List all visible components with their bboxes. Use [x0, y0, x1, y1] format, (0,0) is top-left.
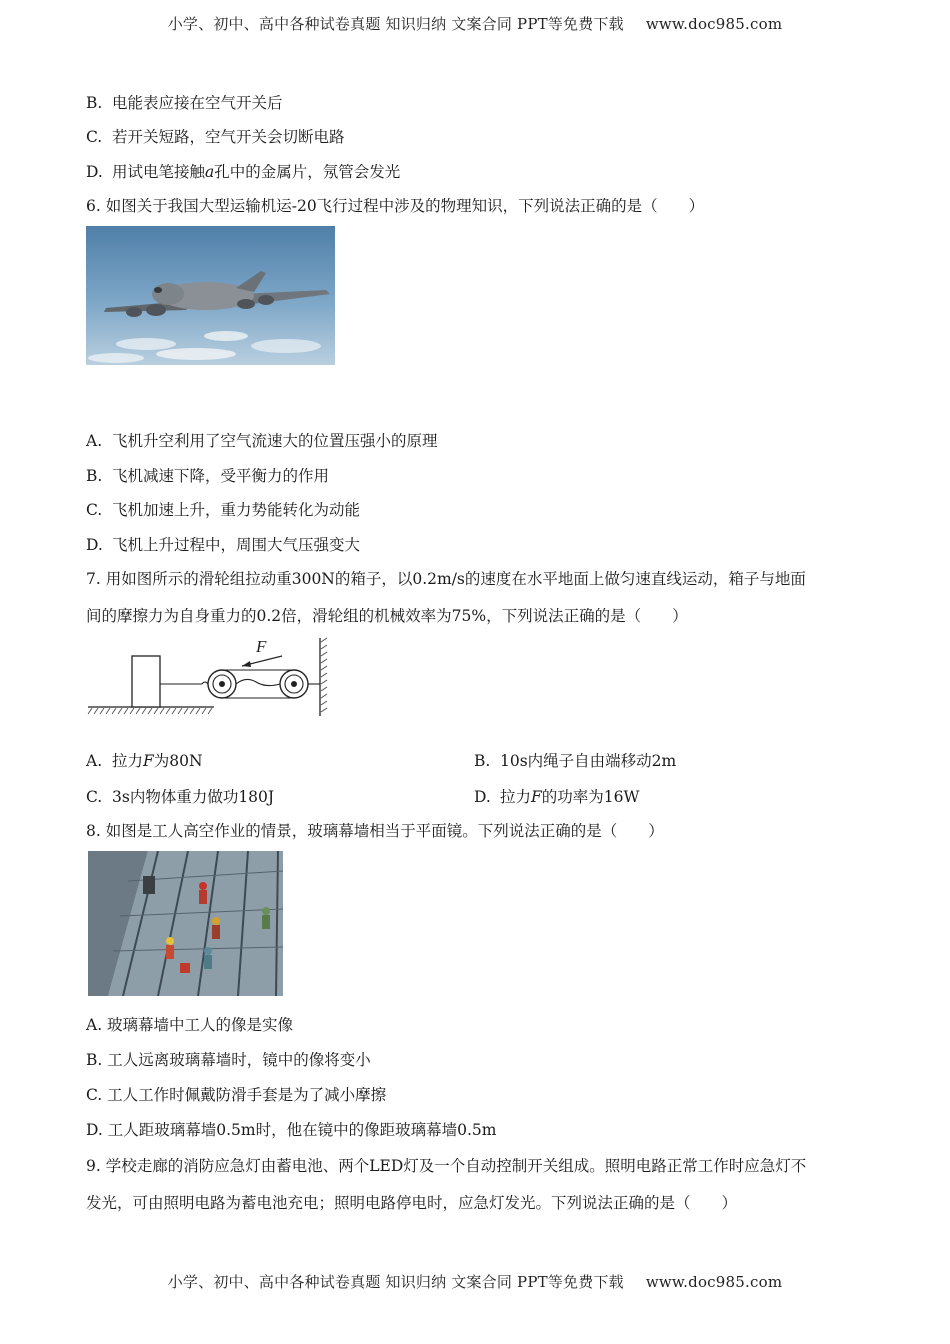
footer-site-link[interactable]: www.doc985.com [645, 1273, 783, 1291]
q7-option-c: C. 3s内物体重力做功180J [86, 788, 275, 806]
q9-stem-line2: 发光，可由照明电路为蓄电池充电；照明电路停电时，应急灯发光。下列说法正确的是（ ） [86, 1194, 738, 1212]
header-site-link[interactable]: www.doc985.com [645, 15, 783, 33]
pulley-diagram [86, 634, 336, 720]
q7-option-a: A. 拉力F为80N [86, 752, 203, 770]
glass-curtain-wall-image [88, 851, 283, 996]
q5-option-c: C. 若开关短路，空气开关会切断电路 [86, 128, 345, 146]
force-label: F [256, 637, 267, 656]
q6-option-d: D. 飞机上升过程中，周围大气压强变大 [86, 536, 361, 554]
q6-option-b: B. 飞机减速下降，受平衡力的作用 [86, 467, 330, 485]
q5-option-b: B. 电能表应接在空气开关后 [86, 94, 283, 112]
y20-aircraft-image [86, 226, 335, 365]
q7-option-b: B. 10s内绳子自由端移动2m [474, 752, 677, 770]
q8-option-d: D. 工人距玻璃幕墙0.5m时，他在镜中的像距玻璃幕墙0.5m [86, 1121, 497, 1139]
q7-option-d: D. 拉力F的功率为16W [474, 788, 640, 806]
footer-text: 小学、初中、高中各种试卷真题 知识归纳 文案合同 PPT等免费下载 [167, 1273, 624, 1291]
q6-option-c: C. 飞机加速上升，重力势能转化为动能 [86, 501, 361, 519]
q7-stem-line1: 7. 用如图所示的滑轮组拉动重300N的箱子，以0.2m/s的速度在水平地面上做匀速直线运动，箱子与地面 [86, 570, 806, 588]
q8-option-b: B. 工人远离玻璃幕墙时，镜中的像将变小 [86, 1051, 371, 1069]
q6-option-a: A. 飞机升空利用了空气流速大的位置压强小的原理 [86, 432, 438, 450]
page-footer [0, 1271, 950, 1292]
q9-stem-line1: 9. 学校走廊的消防应急灯由蓄电池、两个LED灯及一个自动控制开关组成。照明电路正常工作时应急灯不 [86, 1157, 807, 1175]
q6-stem: 6. 如图关于我国大型运输机运-20飞行过程中涉及的物理知识，下列说法正确的是（ ） [86, 197, 705, 215]
page-header [0, 13, 950, 34]
q8-option-c: C. 工人工作时佩戴防滑手套是为了减小摩擦 [86, 1086, 387, 1104]
q8-option-a: A. 玻璃幕墙中工人的像是实像 [86, 1016, 294, 1034]
q8-stem: 8. 如图是工人高空作业的情景，玻璃幕墙相当于平面镜。下列说法正确的是（ ） [86, 822, 664, 840]
aircraft-photo [86, 226, 335, 365]
header-text: 小学、初中、高中各种试卷真题 知识归纳 文案合同 PPT等免费下载 [167, 15, 624, 33]
workers-photo [88, 851, 283, 996]
q7-stem-line2: 间的摩擦力为自身重力的0.2倍，滑轮组的机械效率为75%，下列说法正确的是（ ） [86, 607, 688, 625]
q5-option-d: D. 用试电笔接触a孔中的金属片，氖管会发光 [86, 163, 401, 181]
pulley-system-figure [86, 634, 336, 720]
